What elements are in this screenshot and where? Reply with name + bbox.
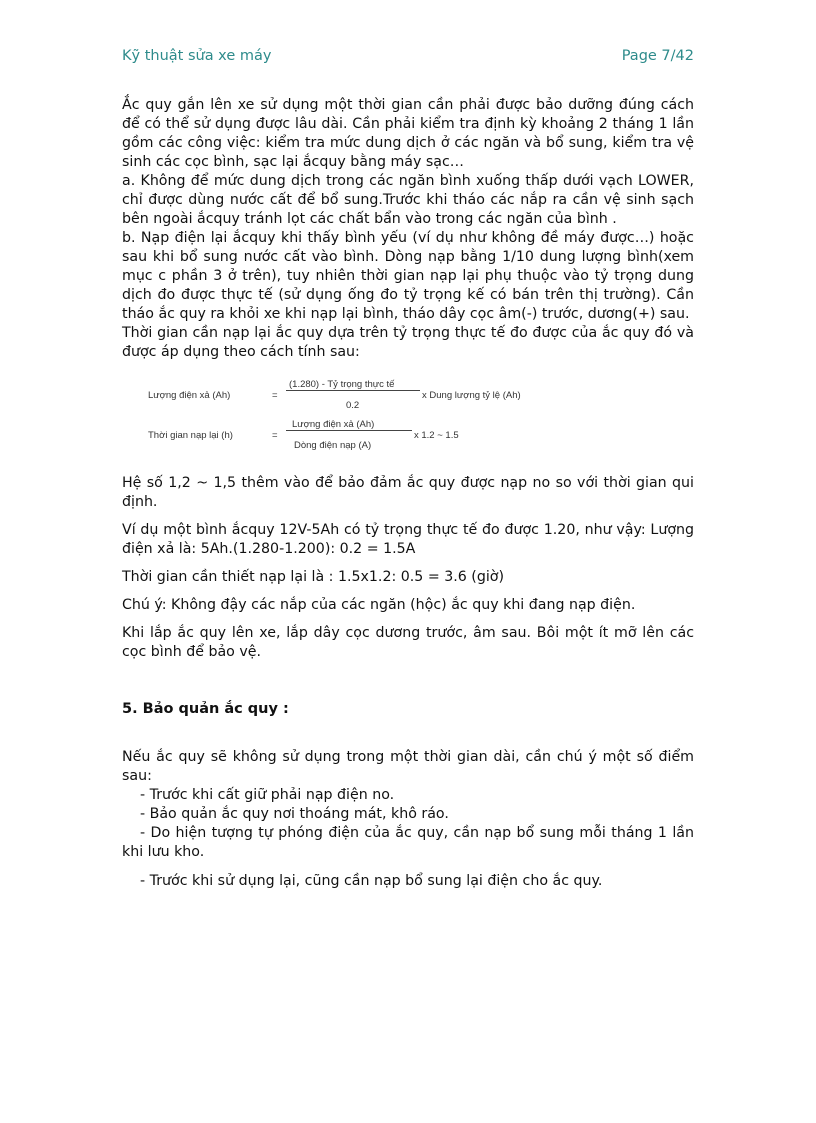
list-item: - Trước khi cất giữ phải nạp điện no. [140,787,395,803]
document-title: Kỹ thuật sửa xe máy [122,48,272,64]
page-body [122,96,694,891]
list-item: - Do hiện tượng tự phóng điện của ắc quy, cần nạp bổ sung mỗi tháng 1 lần khi lưu kho. [122,825,694,860]
paragraph-maintenance-intro: Ắc quy gắn lên xe sử dụng một thời gian cần phải được bảo dưỡng đúng cách để có thể sử dụng được lâu dài. Cần phải kiểm tra định kỳ khoảng 2 tháng 1 lần gồm các công việc: kiểm tra mức dung dịch ở các ngăn và bổ sung, kiểm tra vệ sinh các cọc bình, sạc lại ắcquy bằng máy sạc… [122,97,694,170]
list-item: - Trước khi sử dụng lại, cũng cần nạp bổ sung lại điện cho ắc quy. [140,873,603,889]
formula-row1-suffix: x Dung lượng tỷ lệ (Ah) [422,390,521,401]
paragraph-item-b: b. Nạp điện lại ắcquy khi thấy bình yếu (ví dụ như không đề máy được…) hoặc sau khi bổ sung nước cất vào bình. Dòng nạp bằng 1/10 dung lượng bình(xem mục c phần 3 ở trên), tuy nhiên thời gian nạp lại phụ thuộc vào tỷ trọng dung dịch đo được thực tế (sử dụng ống đo tỷ trọng kế có bán trên thị trường). Cần tháo ắc quy ra khỏi xe khi nạp lại bình, tháo dây cọc âm(-) trước, dương(+) sau. [122,230,694,322]
section-heading: 5. Bảo quản ắc quy : [122,701,289,717]
paragraph-required-time: Thời gian cần thiết nạp lại là : 1.5x1.2: 0.5 = 3.6 (giờ) [122,569,505,585]
formula-row1-equals: = [272,390,278,401]
formula-row2-label: Thời gian nạp lại (h) [148,430,233,441]
paragraph-charge-time-intro: Thời gian cần nạp lại ắc quy dựa trên tỷ trọng thực tế đo được của ắc quy đó và được áp dụng theo cách tính sau: [122,325,694,360]
section-intro: Nếu ắc quy sẽ không sử dụng trong một thời gian dài, cần chú ý một số điểm sau: [122,749,694,784]
formula-row2-numerator: Lượng điện xả (Ah) [292,419,375,430]
paragraph-caution: Chú ý: Không đậy các nắp của các ngăn (hộc) ắc quy khi đang nạp điện. [122,597,636,613]
formula-row2-equals: = [272,430,278,441]
formula-row2-denominator: Dòng điện nạp (A) [294,440,372,451]
formula-row1-label: Lượng điện xả (Ah) [148,390,231,401]
formula-row1-numerator: (1.280) - Tỷ trọng thực tế [289,379,395,390]
page-header [122,48,694,64]
formula-image [122,370,694,458]
formula-row2-fraction-line [286,430,412,431]
paragraph-example: Ví dụ một bình ắcquy 12V-5Ah có tỷ trọng thực tế đo được 1.20, như vậy: Lượng điện xả là: 5Ah.(1.280-1.200): 0.2 = 1.5A [122,522,694,557]
formula-row1-denominator: 0.2 [346,400,360,411]
page-number: Page 7/42 [621,48,694,64]
list-item: - Bảo quản ắc quy nơi thoáng mát, khô ráo. [140,806,449,822]
paragraph-coefficient-note: Hệ số 1,2 ~ 1,5 thêm vào để bảo đảm ắc quy được nạp no so với thời gian qui định. [122,475,694,510]
formula-row2-suffix: x 1.2 ~ 1.5 [414,430,459,441]
paragraph-installation: Khi lắp ắc quy lên xe, lắp dây cọc dương trước, âm sau. Bôi một ít mỡ lên các cọc bình để bảo vệ. [122,625,694,660]
paragraph-item-a: a. Không để mức dung dịch trong các ngăn bình xuống thấp dưới vạch LOWER, chỉ được dùng nước cất để bổ sung.Trước khi tháo các nắp ra cần vệ sinh sạch bên ngoài ắcquy tránh lọt các chất bẩn vào trong các ngăn của bình . [122,173,694,227]
formula-row1-fraction-line [286,390,420,391]
